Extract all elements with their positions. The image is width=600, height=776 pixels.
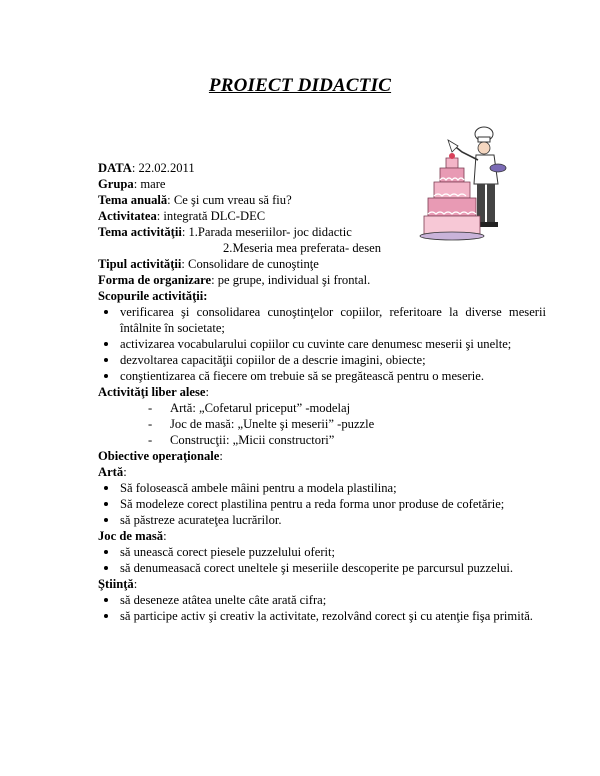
- list-item: să unească corect piesele puzzelului oferit;: [98, 544, 546, 560]
- tema-anuala-label: Tema anuală: [98, 193, 168, 207]
- joc-de-masa-list: [98, 544, 546, 576]
- list-item: Să modeleze corect plastilina pentru a reda forma unor produse de cofetărie;: [98, 496, 546, 512]
- data-line: [98, 160, 546, 176]
- arta-heading: Artă:: [98, 465, 127, 479]
- scopurile-list: [98, 304, 546, 384]
- activitatea-label: Activitatea: [98, 209, 157, 223]
- grupa-line: [98, 176, 546, 192]
- data-label: DATA: [98, 161, 132, 175]
- list-item: verificarea şi consolidarea cunoştinţelor copiilor, referitoare la diverse meserii întâlnite în societate;: [98, 304, 546, 336]
- list-item: Să folosească ambele mâini pentru a modela plastilina;: [98, 480, 546, 496]
- joc-de-masa-heading: Joc de masă:: [98, 529, 167, 543]
- tema-anuala-value: : Ce şi cum vreau să fiu?: [167, 193, 292, 207]
- list-item: activizarea vocabularului copiilor cu cuvinte care denumesc meserii şi unelte;: [98, 336, 546, 352]
- stiinta-list: [98, 592, 546, 624]
- tipul-label: Tipul activităţii: [98, 257, 182, 271]
- list-item: - Artă: „Cofetarul priceput” -modelaj: [148, 400, 546, 416]
- list-item: să păstreze acurateţea lucrărilor.: [98, 512, 546, 528]
- tema-anuala-line: [98, 192, 546, 208]
- arta-list: [98, 480, 546, 528]
- tipul-line: [98, 256, 546, 272]
- obiective-heading: Obiective operaţionale:: [98, 449, 223, 463]
- tema-activitatii-value-2: 2.Meseria mea preferata- desen: [223, 241, 382, 255]
- stiinta-heading: Ştiinţă:: [98, 577, 138, 591]
- list-item: dezvoltarea capacităţii copiilor de a descrie imagini, obiecte;: [98, 352, 546, 368]
- grupa-value: : mare: [133, 177, 166, 191]
- forma-line: [98, 272, 546, 288]
- list-item: să participe activ şi creativ la activitate, rezolvând corect şi cu atenţie fişa primită.: [98, 608, 546, 624]
- list-item: să denumeasacă corect uneltele şi meseriile descoperite pe parcursul puzzelui.: [98, 560, 546, 576]
- activitatea-value: : integrată DLC-DEC: [156, 209, 266, 223]
- activitati-liber-alese-heading: Activităţi liber alese:: [98, 385, 209, 399]
- activitatea-line: [98, 208, 546, 224]
- grupa-label: Grupa: [98, 177, 134, 191]
- tema-activitatii-label: Tema activităţii: [98, 225, 182, 239]
- document-body: [98, 160, 546, 624]
- list-item: să deseneze atâtea unelte câte arată cifra;: [98, 592, 546, 608]
- forma-label: Forma de organizare: [98, 273, 212, 287]
- activitati-liber-alese-list: [98, 400, 546, 448]
- data-value: : 22.02.2011: [131, 161, 195, 175]
- forma-value: : pe grupe, individual şi frontal.: [211, 273, 371, 287]
- list-item: conştientizarea că fiecere om trebuie să se pregătească pentru o meserie.: [98, 368, 546, 384]
- scopurile-heading: Scopurile activităţii:: [98, 289, 208, 303]
- tema-activitatii-line: [98, 224, 546, 240]
- list-item: - Joc de masă: „Unelte şi meserii” -puzzle: [148, 416, 546, 432]
- page-title: PROIECT DIDACTIC: [208, 75, 392, 96]
- tema-activitatii-value-1: : 1.Parada meseriilor- joc didactic: [181, 225, 352, 239]
- tipul-value: : Consolidare de cunoştinţe: [181, 257, 319, 271]
- list-item: - Construcţii: „Micii constructori”: [148, 432, 546, 448]
